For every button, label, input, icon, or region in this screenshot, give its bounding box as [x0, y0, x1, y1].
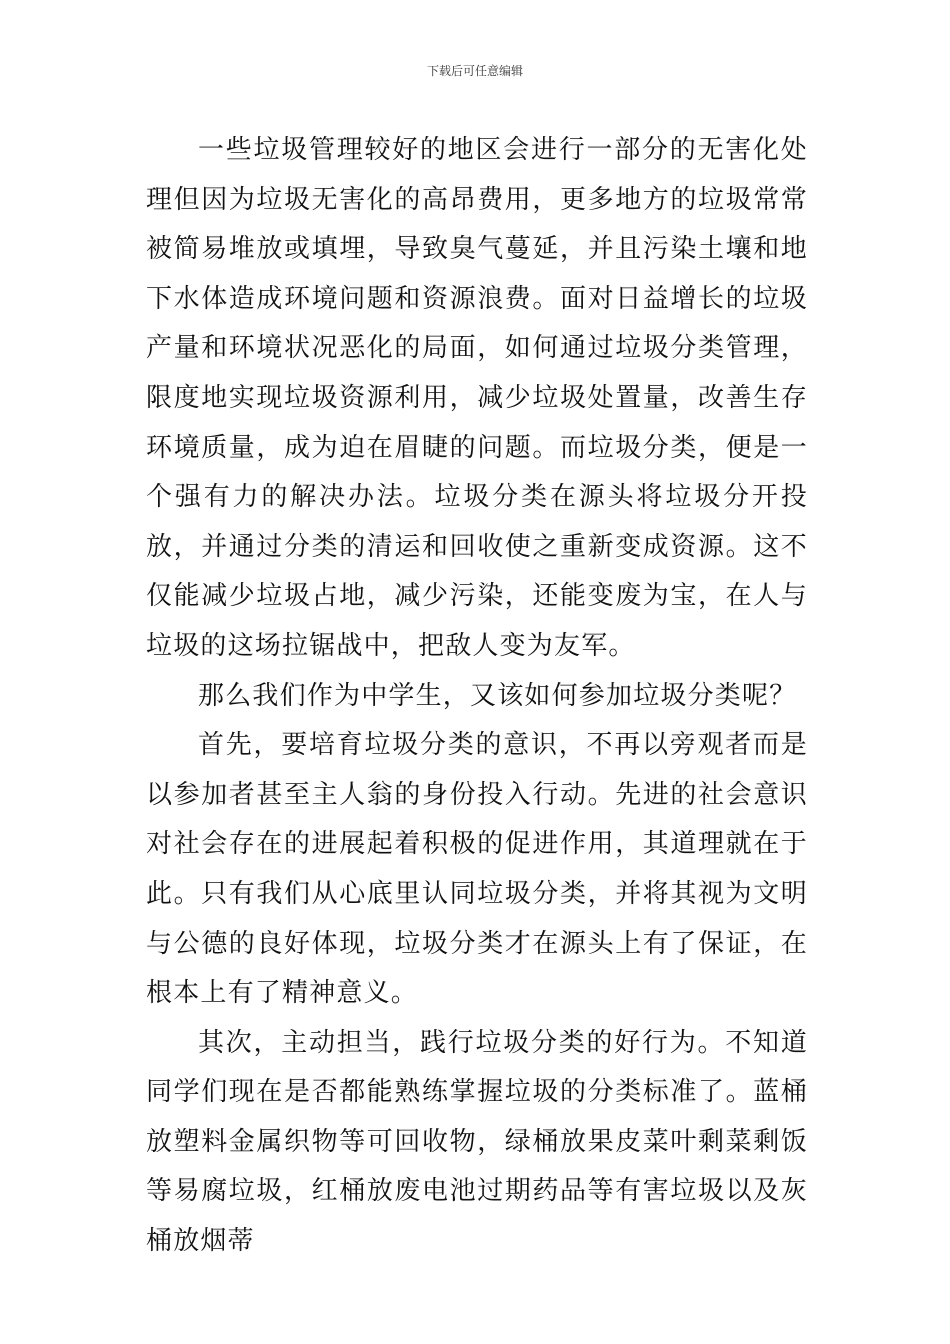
paragraph-2: 那么我们作为中学生，又该如何参加垃圾分类呢？	[198, 680, 797, 711]
document-body	[146, 126, 808, 1267]
paragraph-4: 其次，主动担当，践行垃圾分类的好行为。不知道同学们现在是否都能熟练掌握垃圾的分类标准了。蓝桶放塑料金属织物等可回收物，绿桶放果皮菜叶剩菜剩饭等易腐垃圾，红桶放废电池过期药品等有害垃圾以及灰桶放烟蒂	[146, 1027, 808, 1257]
paragraph-1: 一些垃圾管理较好的地区会进行一部分的无害化处理但因为垃圾无害化的高昂费用，更多地方的垃圾常常被简易堆放或填埋，导致臭气蔓延，并且污染土壤和地下水体造成环境问题和资源浪费。面对日益增长的垃圾产量和环境状况恶化的局面，如何通过垃圾分类管理，限度地实现垃圾资源利用，减少垃圾处置量，改善生存环境质量，成为迫在眉睫的问题。而垃圾分类，便是一个强有力的解决办法。垃圾分类在源头将垃圾分开投放，并通过分类的清运和回收使之重新变成资源。这不仅能减少垃圾占地，减少污染，还能变废为宝，在人与垃圾的这场拉锯战中，把敌人变为友军。	[146, 135, 808, 661]
page-header: 下载后可任意编辑	[426, 64, 523, 78]
paragraph-3: 首先，要培育垃圾分类的意识，不再以旁观者而是以参加者甚至主人翁的身份投入行动。先进的社会意识对社会存在的进展起着积极的促进作用，其道理就在于此。只有我们从心底里认同垃圾分类，并将其视为文明与公德的良好体现，垃圾分类才在源头上有了保证，在根本上有了精神意义。	[146, 730, 808, 1009]
